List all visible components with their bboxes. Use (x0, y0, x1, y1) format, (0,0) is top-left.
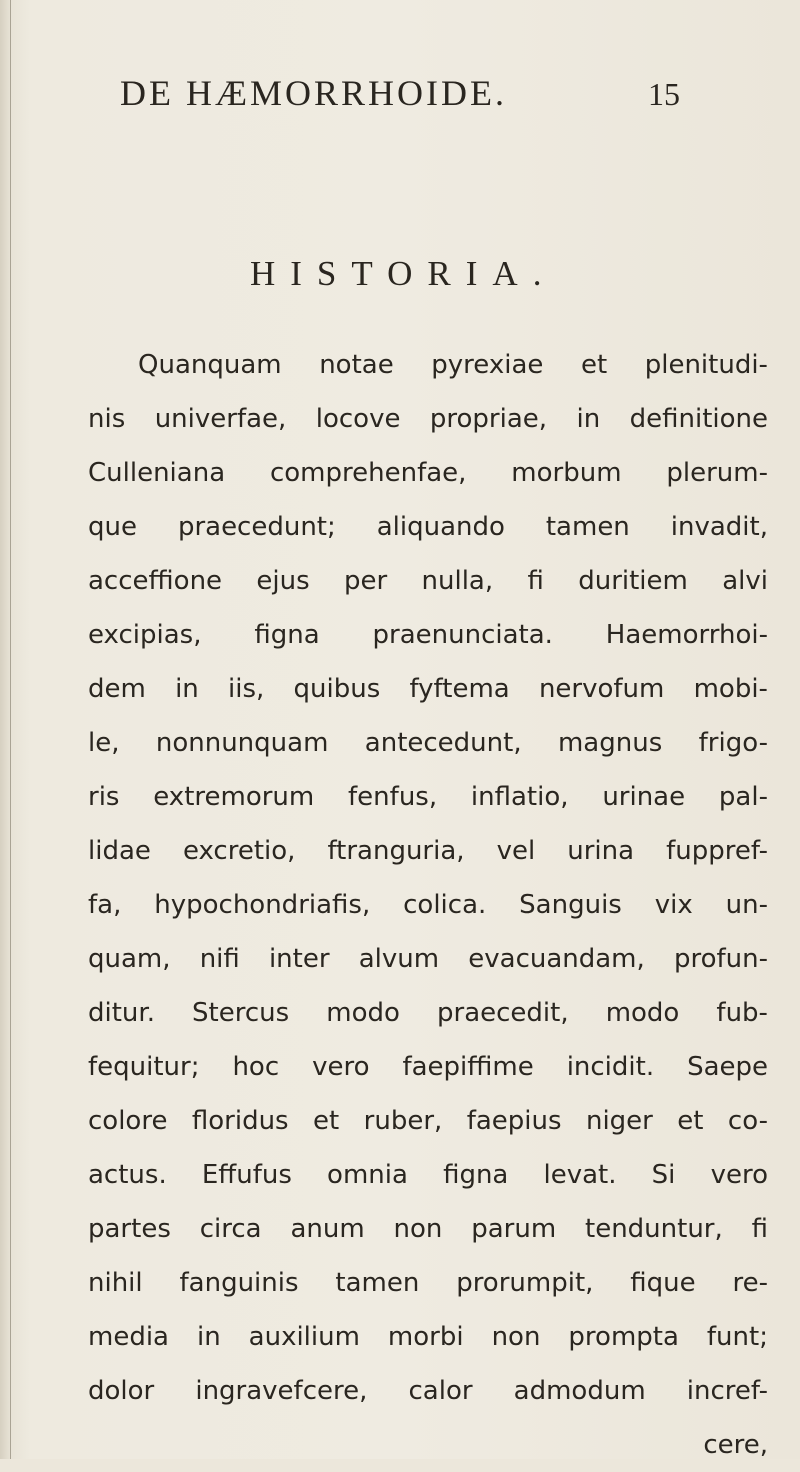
word: actus. (88, 1160, 167, 1190)
word: calor (408, 1376, 473, 1406)
word: ruber, (363, 1106, 443, 1136)
word: nis (88, 404, 126, 434)
word: et (677, 1106, 704, 1136)
word: Haemorrhoi- (605, 620, 768, 650)
word: inflatio, (470, 782, 569, 812)
word: extremorum (153, 782, 315, 812)
word: ditur. (88, 998, 155, 1028)
word: parum (471, 1214, 557, 1244)
word: antecedunt, (364, 728, 522, 758)
word: tamen (335, 1268, 420, 1298)
word: hypochondriafis, (154, 890, 371, 920)
word: fenfus, (348, 782, 438, 812)
word: funt; (706, 1322, 768, 1352)
word: non (393, 1214, 443, 1244)
text-line (88, 392, 768, 446)
word: notae (319, 350, 394, 380)
word: magnus (557, 728, 663, 758)
word: et (580, 350, 608, 380)
word: levat. (543, 1160, 617, 1190)
word: Culleniana (88, 458, 226, 488)
word: nifi (199, 944, 240, 974)
text-line (88, 1040, 768, 1094)
word: tenduntur, (585, 1214, 723, 1244)
word: co- (727, 1106, 768, 1136)
running-head (100, 72, 700, 122)
text-line (88, 1364, 768, 1418)
word: le, (88, 728, 120, 758)
word: nulla, (421, 566, 494, 596)
word: hoc (232, 1052, 280, 1082)
word: plerum- (666, 458, 768, 488)
word: iis, (228, 674, 265, 704)
text-line (88, 554, 768, 608)
word: fi (751, 1214, 768, 1244)
running-title: DE HÆMORRHOIDE. (120, 73, 507, 113)
word: ingravefcere, (195, 1376, 368, 1406)
word: fub- (716, 998, 768, 1028)
word: plenitudi- (644, 350, 768, 380)
text-line (88, 500, 768, 554)
word: in (576, 404, 601, 434)
word: modo (326, 998, 400, 1028)
text-line (88, 986, 768, 1040)
word: excipias, (88, 620, 202, 650)
word: re- (732, 1268, 768, 1298)
word: duritiem (578, 566, 688, 596)
text-line (88, 824, 768, 878)
text-line (88, 1094, 768, 1148)
word: praenunciata. (372, 620, 553, 650)
word: comprehenfae, (269, 458, 467, 488)
word: vel (496, 836, 536, 866)
word: fequitur; (88, 1052, 200, 1082)
word: profun- (673, 944, 768, 974)
word: alvi (722, 566, 768, 596)
word: morbum (511, 458, 622, 488)
text-line (88, 608, 768, 662)
word: vix (654, 890, 693, 920)
text-line (88, 446, 768, 500)
text-line (88, 1256, 768, 1310)
body-text (88, 338, 768, 1472)
word: figna (254, 620, 320, 650)
word: dem (88, 674, 146, 704)
word: fi (527, 566, 544, 596)
word: niger (585, 1106, 653, 1136)
word: admodum (513, 1376, 646, 1406)
word: Saepe (687, 1052, 768, 1082)
word: dolor (88, 1376, 155, 1406)
word: floridus (191, 1106, 289, 1136)
word: ftranguria, (327, 836, 465, 866)
word: acceffione (88, 566, 223, 596)
word: urinae (602, 782, 686, 812)
word: un- (725, 890, 768, 920)
word: definitione (629, 404, 768, 434)
word: non (491, 1322, 541, 1352)
word: urina (567, 836, 635, 866)
word: lidae (88, 836, 151, 866)
word: fanguinis (179, 1268, 299, 1298)
word: invadit, (670, 512, 768, 542)
word: quam, (88, 944, 171, 974)
word: nihil (88, 1268, 143, 1298)
word: ris (88, 782, 120, 812)
word: praecedit, (437, 998, 569, 1028)
word: fique (630, 1268, 696, 1298)
word: Sanguis (519, 890, 622, 920)
word: quibus (293, 674, 381, 704)
word: pal- (718, 782, 768, 812)
word: Quanquam (138, 350, 282, 380)
word: aliquando (376, 512, 505, 542)
word: pyrexiae (431, 350, 544, 380)
word: ejus (256, 566, 310, 596)
word: locove (315, 404, 401, 434)
word: alvum (358, 944, 440, 974)
word: faepiffime (402, 1052, 534, 1082)
word: figna (443, 1160, 509, 1190)
text-line (88, 932, 768, 986)
text-line (88, 770, 768, 824)
word: modo (605, 998, 680, 1028)
section-title: HISTORIA. (250, 254, 557, 293)
word: Effufus (201, 1160, 292, 1190)
text-line (88, 1418, 768, 1472)
word: propriae, (429, 404, 548, 434)
word: per (343, 566, 388, 596)
word: mobi- (693, 674, 768, 704)
word: prorumpit, (456, 1268, 594, 1298)
text-line (88, 1310, 768, 1364)
page-gutter (0, 0, 11, 1459)
word: univerfae, (154, 404, 287, 434)
word: praecedunt; (177, 512, 336, 542)
word: partes (88, 1214, 171, 1244)
word: auxilium (248, 1322, 360, 1352)
word: Si (651, 1160, 676, 1190)
page-number: 15 (648, 76, 680, 112)
word: incref- (686, 1376, 768, 1406)
word: media (88, 1322, 169, 1352)
word: inter (268, 944, 330, 974)
word: nervofum (538, 674, 665, 704)
word: in (196, 1322, 221, 1352)
word: colica. (403, 890, 487, 920)
word: cere, (703, 1430, 768, 1460)
word: anum (290, 1214, 365, 1244)
word: in (175, 674, 199, 704)
word: que (88, 512, 137, 542)
word: incidit. (566, 1052, 655, 1082)
word: nonnunquam (155, 728, 329, 758)
word: vero (710, 1160, 768, 1190)
word: vero (312, 1052, 370, 1082)
word: circa (199, 1214, 262, 1244)
word: evacuandam, (468, 944, 645, 974)
word: faepius (466, 1106, 562, 1136)
text-line (88, 1148, 768, 1202)
word: morbi (387, 1322, 464, 1352)
word: excretio, (182, 836, 296, 866)
text-line (88, 1202, 768, 1256)
word: omnia (327, 1160, 408, 1190)
text-line (88, 662, 768, 716)
word: frigo- (698, 728, 768, 758)
word: et (313, 1106, 340, 1136)
text-line (88, 716, 768, 770)
text-line (88, 338, 768, 392)
word: colore (88, 1106, 168, 1136)
word: tamen (545, 512, 630, 542)
word: prompta (568, 1322, 679, 1352)
word: Stercus (192, 998, 290, 1028)
text-line (88, 878, 768, 932)
word: fuppref- (666, 836, 768, 866)
word: fa, (88, 890, 122, 920)
word: fyftema (409, 674, 510, 704)
